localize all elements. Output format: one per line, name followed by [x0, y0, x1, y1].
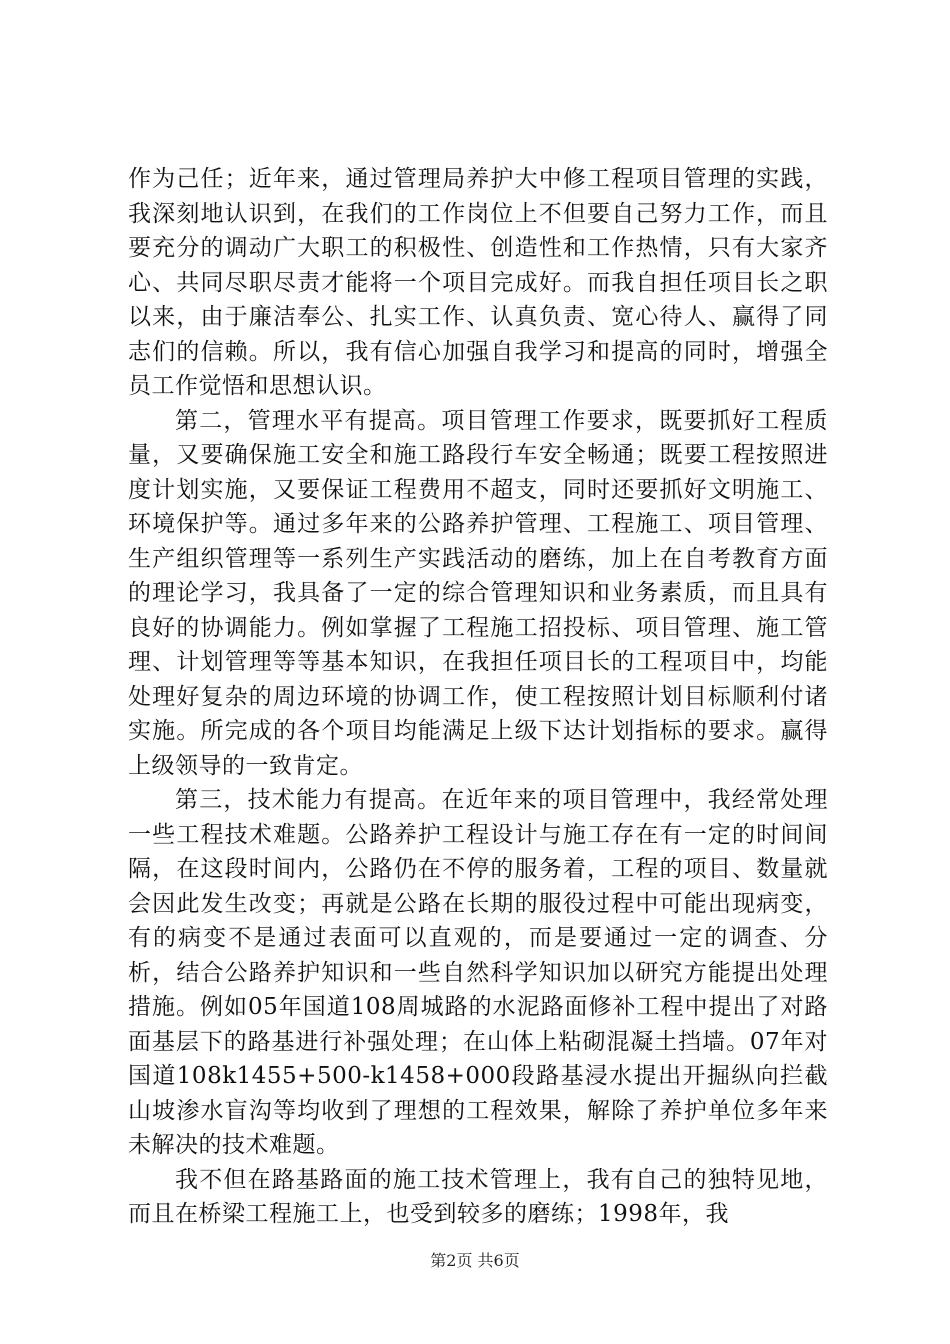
- document-body: [128, 162, 828, 1232]
- paragraph-2: 第二，管理水平有提高。项目管理工作要求，既要抓好工程质量，又要确保施工安全和施工路段行车安全畅通；既要工程按照进度计划实施，又要保证工程费用不超支，同时还要抓好文明施工、环境保护等。通过多年来的公路养护管理、工程施工、项目管理、生产组织管理等一系列生产实践活动的磨练，加上在自考教育方面的理论学习，我具备了一定的综合管理知识和业务素质，而且具有良好的协调能力。例如掌握了工程施工招投标、项目管理、施工管理、计划管理等等基本知识，在我担任项目长的工程项目中，均能处理好复杂的周边环境的协调工作，使工程按照计划目标顺利付诸实施。所完成的各个项目均能满足上级下达计划指标的要求。赢得上级领导的一致肯定。: [128, 407, 828, 779]
- page-footer: 第2页 共6页: [430, 1251, 520, 1270]
- paragraph-4: 我不但在路基路面的施工技术管理上，我有自己的独特见地，而且在桥梁工程施工上，也受到较多的磨练；1998年，我: [128, 1166, 828, 1227]
- paragraph-1: 作为己任；近年来，通过管理局养护大中修工程项目管理的实践，我深刻地认识到，在我们的工作岗位上不但要自己努力工作，而且要充分的调动广大职工的积极性、创造性和工作热情，只有大家齐心、共同尽职尽责才能将一个项目完成好。而我自担任项目长之职以来，由于廉洁奉公、扎实工作、认真负责、宽心待人、赢得了同志们的信赖。所以，我有信心加强自我学习和提高的同时，增强全员工作觉悟和思想认识。: [128, 166, 828, 399]
- paragraph-3: 第三，技术能力有提高。在近年来的项目管理中，我经常处理一些工程技术难题。公路养护工程设计与施工存在有一定的时间间隔，在这段时间内，公路仍在不停的服务着，工程的项目、数量就会因此发生改变；再就是公路在长期的服役过程中可能出现病变，有的病变不是通过表面可以直观的，而是要通过一定的调查、分析，结合公路养护知识和一些自然科学知识加以研究方能提出处理措施。例如05年国道108周城路的水泥路面修补工程中提出了对路面基层下的路基进行补强处理；在山体上粘砌混凝土挡墙。07年对国道108k1455+500-k1458+000段路基浸水提出开掘纵向拦截山坡渗水盲沟等均收到了理想的工程效果，解除了养护单位多年来未解决的技术难题。: [128, 787, 828, 1158]
